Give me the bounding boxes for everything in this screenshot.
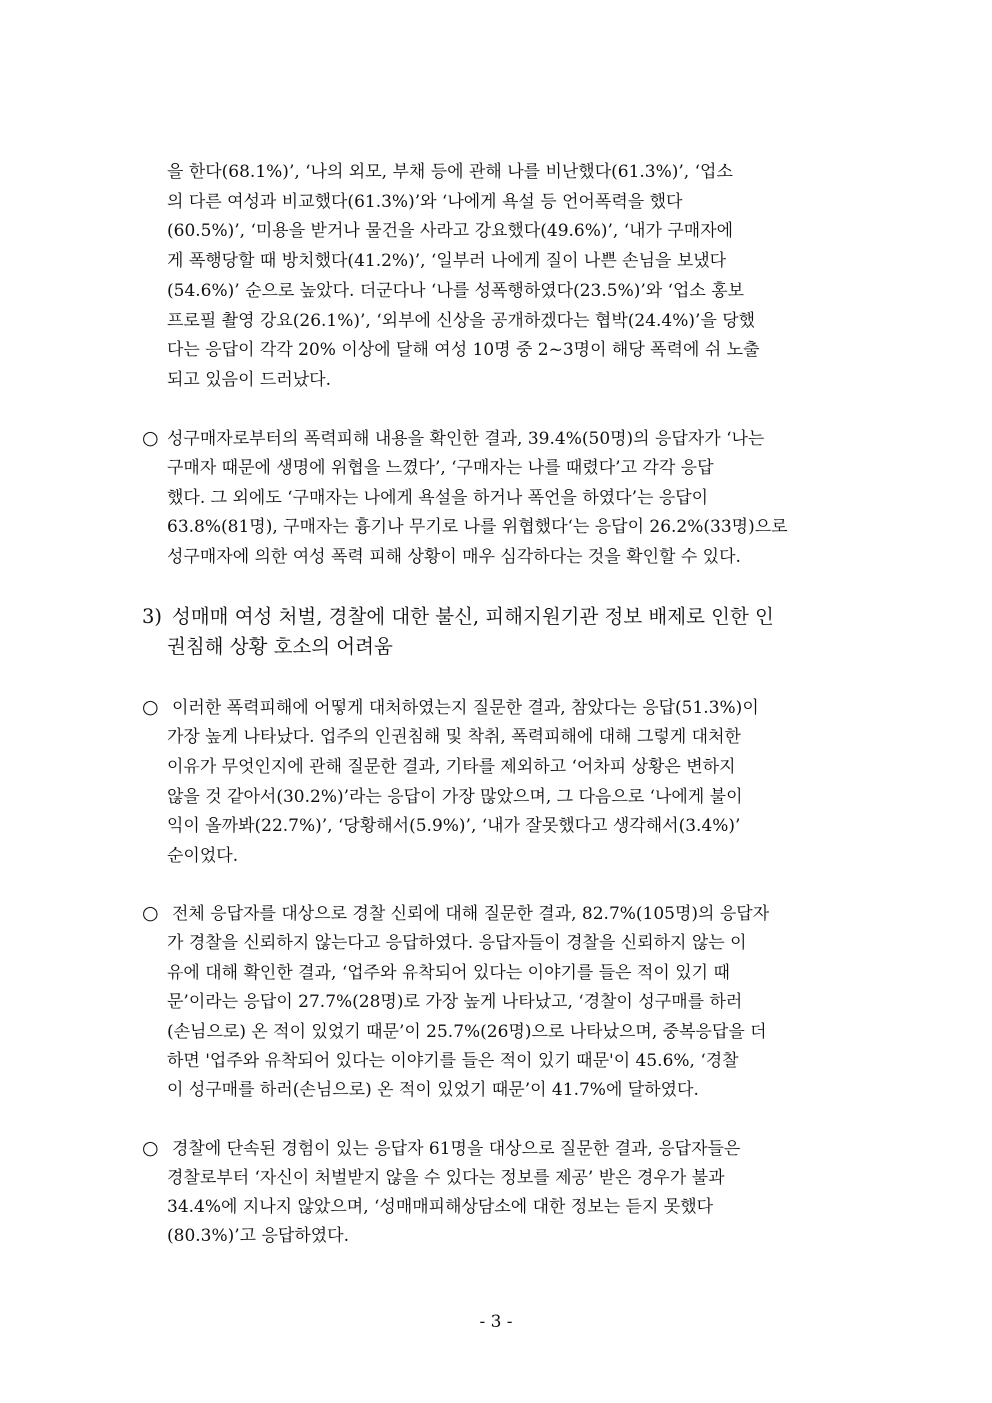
text-line: (손님으로) 온 적이 있었기 때문’이 25.7%(26명)으로 나타났으며, 중복응답을 더 [167,1022,767,1042]
text-line: 가장 높게 나타났다. 업주의 인권침해 및 착취, 폭력피해에 대해 그렇게 대처한 [167,727,741,747]
text-line: 프로필 촬영 강요(26.1%)’, ‘외부에 신상을 공개하겠다는 협박(24.4%)’을 당했 [167,311,756,331]
heading-line: 성매매 여성 처벌, 경찰에 대한 불신, 피해지원기관 정보 배제로 인한 인 [172,605,774,628]
text-line: 성구매자로부터의 폭력피해 내용을 확인한 결과, 39.4%(50명)의 응답자가 ‘나는 [167,429,765,449]
text-line: 유에 대해 확인한 결과, ‘업주와 유착되어 있다는 이야기를 들은 적이 있기 때 [167,963,730,983]
text-line: 경찰로부터 ‘자신이 처벌받지 않을 수 있다는 정보를 제공’ 받은 경우가 불과 [167,1168,725,1188]
text-line: (60.5%)’, ‘미용을 받거나 물건을 사라고 강요했다(49.6%)’, ‘내가 구매자에 [167,221,734,241]
circle-bullet-icon: ○ [142,696,159,718]
circle-bullet-icon: ○ [142,902,159,924]
text-line: 의 다른 여성과 비교했다(61.3%)’와 ‘나에게 욕설 등 언어폭력을 했다 [167,192,683,212]
text-line: 구매자 때문에 생명에 위협을 느꼈다’, ‘구매자는 나를 때렸다’고 각각 응답 [167,458,714,478]
circle-bullet-icon: ○ [142,1137,159,1159]
text-line: 이유가 무엇인지에 관해 질문한 결과, 기타를 제외하고 ‘어차피 상황은 변하지 [167,757,736,777]
text-line: (54.6%)’ 순으로 높았다. 더군다나 ‘나를 성폭행하였다(23.5%)’와 ‘업소 홍보 [167,281,745,301]
text-line: 익이 올까봐(22.7%)’, ‘당황해서(5.9%)’, ‘내가 잘못했다고 생각해서(3.4%)’ [167,816,741,836]
heading-line: 권침해 상황 호소의 어려움 [167,635,393,658]
text-line: 되고 있음이 드러났다. [167,370,332,390]
text-line: 전체 응답자를 대상으로 경찰 신뢰에 대해 질문한 결과, 82.7%(105명)의 응답자 [172,904,770,924]
text-line: 했다. 그 외에도 ‘구매자는 나에게 욕설을 하거나 폭언을 하였다’는 응답이 [167,488,709,508]
text-line: 게 폭행당할 때 방치했다(41.2%)’, ‘일부러 나에게 질이 나쁜 손님을 보냈다 [167,251,727,271]
text-line: 이 성구매를 하러(손님으로) 온 적이 있었기 때문’이 41.7%에 달하였다. [167,1080,699,1100]
text-line: 다는 응답이 각각 20% 이상에 달해 여성 10명 중 2~3명이 해당 폭력에 쉬 노출 [167,340,760,360]
text-line: 63.8%(81명), 구매자는 흉기나 무기로 나를 위협했다‘는 응답이 26.2%(33명)으로 [167,517,788,537]
text-line: 성구매자에 의한 여성 폭력 피해 상황이 매우 심각하다는 것을 확인할 수 있다. [167,547,741,567]
circle-bullet-icon: ○ [142,427,159,449]
text-line: 않을 것 같아서(30.2%)’라는 응답이 가장 많았으며, 그 다음으로 ‘나에게 불이 [167,787,743,807]
section-number: 3) [142,605,163,628]
text-line: 을 한다(68.1%)’, ‘나의 외모, 부채 등에 관해 나를 비난했다(61.3%)’, ‘업소 [167,162,733,182]
text-line: 가 경찰을 신뢰하지 않는다고 응답하였다. 응답자들이 경찰을 신뢰하지 않는 이 [167,933,747,953]
text-line: 하면 '업주와 유착되어 있다는 이야기를 들은 적이 있기 때문'이 45.6%, ‘경찰 [167,1051,739,1071]
text-line: 순이었다. [167,846,239,866]
text-line: (80.3%)’고 응답하였다. [167,1226,350,1246]
text-line: 34.4%에 지나지 않았으며, ‘성매매피해상담소에 대한 정보는 듣지 못했다 [167,1197,714,1217]
page-number: - 3 - [479,1312,513,1332]
text-line: 경찰에 단속된 경험이 있는 응답자 61명을 대상으로 질문한 결과, 응답자들은 [172,1139,741,1159]
text-line: 문’이라는 응답이 27.7%(28명)로 가장 높게 나타났고, ‘경찰이 성구매를 하러 [167,992,743,1012]
text-line: 이러한 폭력피해에 어떻게 대처하였는지 질문한 결과, 참았다는 응답(51.3%)이 [172,698,759,718]
